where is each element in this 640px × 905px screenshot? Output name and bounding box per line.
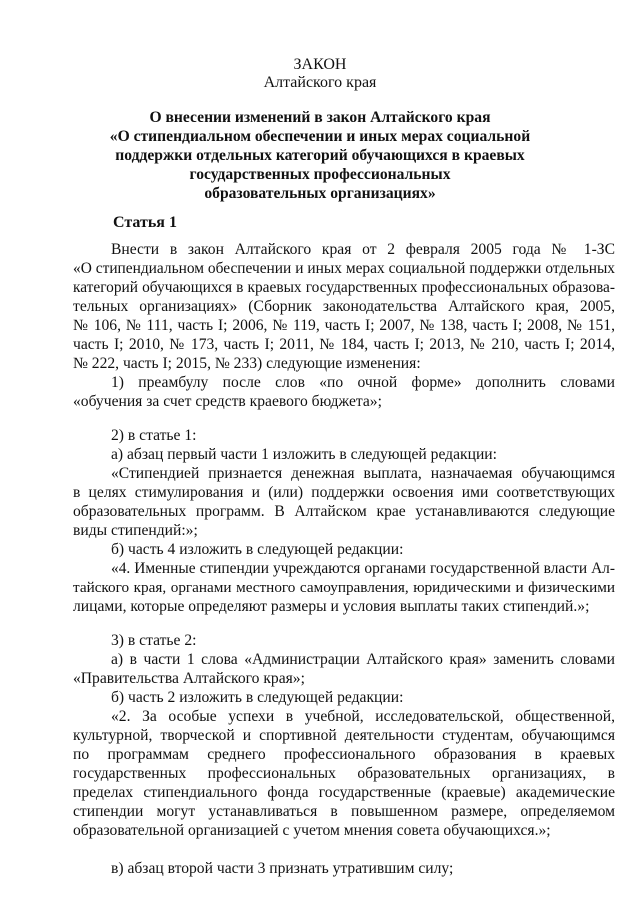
body-line: Внести в закон Алтайского края от 2 февраля 2005 года № 1-ЗС xyxy=(111,241,615,258)
title-line: поддержки отдельных категорий обучающихся в краевых xyxy=(115,147,525,164)
body-line: № 106, № 111, часть I; 2006, № 119, часть I; 2007, № 138, часть I; 2008, № 151, xyxy=(73,317,615,334)
title-line: «О стипендиальном обеспечении и иных мерах социальной xyxy=(109,128,531,145)
body-line: часть I; 2010, № 173, часть I; 2011, № 184, часть I; 2013, № 210, часть I; 2014, xyxy=(73,336,615,353)
body-line: государственных профессиональных образовательных организациях, в xyxy=(73,765,615,782)
body-line: культурной, творческой и спортивной деятельности студентам, обучающимся xyxy=(73,727,615,744)
body-line: № 222, часть I; 2015, № 233) следующие изменения: xyxy=(73,355,421,372)
body-line: в) абзац второй части 3 признать утратившим силу; xyxy=(111,860,454,877)
body-line: «4. Именные стипендии учреждаются органами государственной власти Ал- xyxy=(111,560,615,577)
body-line: «О стипендиальном обеспечении и иных мерах социальной поддержки отдельных xyxy=(73,260,615,277)
body-line: стипендии могут устанавливаться в повышенном размере, определяемом xyxy=(73,803,615,820)
body-line: пределах стипендиального фонда государственные (краевые) академические xyxy=(73,784,615,801)
document-region: Алтайского края xyxy=(263,74,377,91)
body-line: 1) преамбулу после слов «по очной форме» дополнить словами xyxy=(111,374,615,391)
title-line: образовательных организациях» xyxy=(204,185,436,202)
body-line: тельных организациях» (Сборник законодательства Алтайского края, 2005, xyxy=(73,298,615,315)
body-line: б) часть 2 изложить в следующей редакции: xyxy=(111,689,404,706)
title-line: государственных профессиональных xyxy=(189,166,451,183)
body-line: тайского края, органами местного самоуправления, юридическими и физическими xyxy=(73,579,615,596)
body-line: «Стипендией признается денежная выплата, назначаемая обучающимся xyxy=(111,465,615,482)
body-line: виды стипендий:»; xyxy=(73,522,198,539)
body-line: образовательной организацией с учетом мнения совета обучающихся.»; xyxy=(73,822,551,839)
title-line: О внесении изменений в закон Алтайского края xyxy=(149,109,491,126)
body-line: «2. За особые успехи в учебной, исследовательской, общественной, xyxy=(111,708,615,725)
body-line: 3) в статье 2: xyxy=(111,632,197,649)
body-line: а) абзац первый части 1 изложить в следующей редакции: xyxy=(111,446,497,463)
body-line: категорий обучающихся в краевых государственных профессиональных образова- xyxy=(73,279,615,296)
body-line: лицами, которые определяют размеры и условия выплаты таких стипендий.»; xyxy=(73,598,590,615)
body-line: «обучения за счет средств краевого бюджета»; xyxy=(73,393,382,410)
body-line: а) в части 1 слова «Администрации Алтайского края» заменить словами xyxy=(111,651,615,668)
body-line: образовательных программ. В Алтайском крае устанавливаются следующие xyxy=(73,503,615,520)
body-line: б) часть 4 изложить в следующей редакции: xyxy=(111,541,404,558)
body-line: по программам среднего профессионального образования в краевых xyxy=(73,746,615,763)
body-line: «Правительства Алтайского края»; xyxy=(73,670,305,687)
document-type: ЗАКОН xyxy=(293,56,347,73)
article-heading: Статья 1 xyxy=(113,214,177,231)
body-line: в целях стимулирования и (или) поддержки освоения ими соответствующих xyxy=(73,484,615,501)
body-line: 2) в статье 1: xyxy=(111,427,197,444)
